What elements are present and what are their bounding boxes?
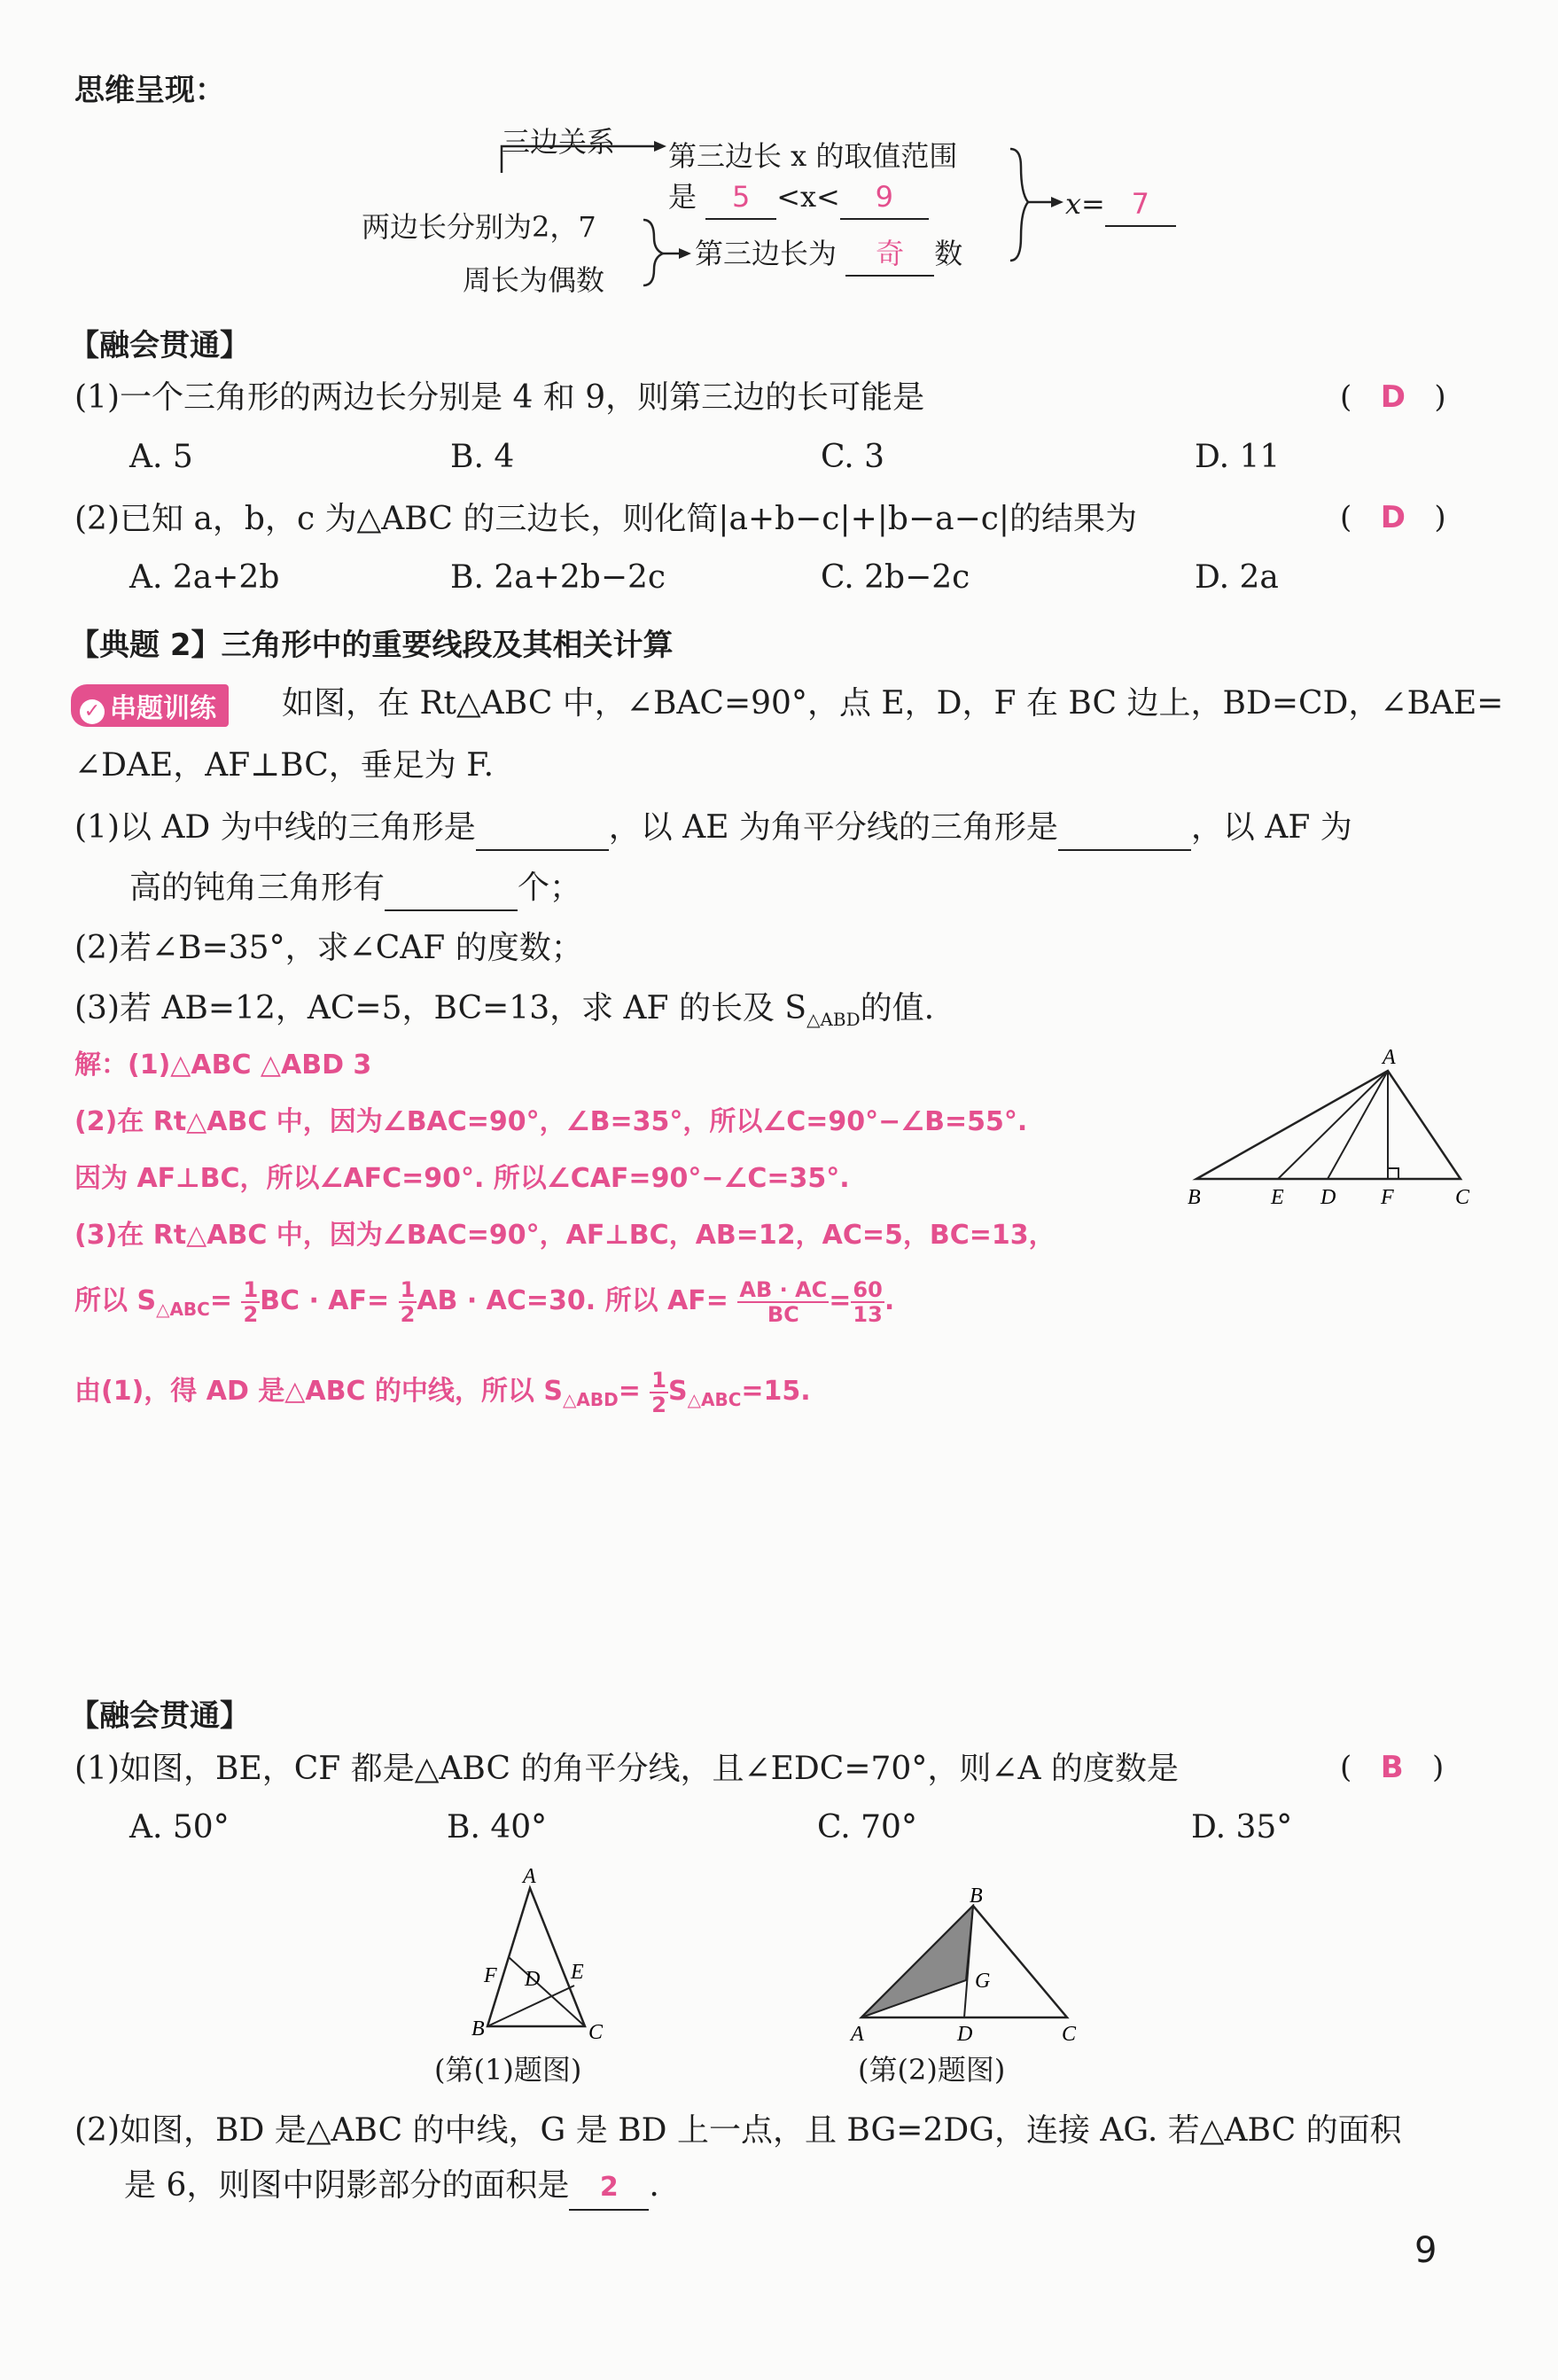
three-side-relation: 三边关系	[502, 125, 616, 159]
solution-line3: 因为 AF⊥BC，所以∠AFC=90°. 所以∠CAF=90°−∠C=35°.	[74, 1163, 850, 1194]
blank-obtuse-count	[385, 867, 518, 911]
practice1-q2-opt-a: A. 2a+2b	[129, 559, 280, 596]
sol5-sub: △ABC	[156, 1299, 210, 1320]
label-c: C	[1455, 1186, 1470, 1209]
label-d: D	[1320, 1186, 1336, 1209]
frac-half-3-den: 2	[651, 1392, 666, 1417]
fig2-label-d: D	[957, 2023, 973, 2046]
parity-blank	[845, 232, 934, 277]
example2-stem-line2: ∠DAE，AF⊥BC，垂足为 F.	[74, 747, 495, 784]
frac-ab-ac-bc-num: AB · AC	[739, 1276, 828, 1302]
sol5-c: BC · AF=	[260, 1285, 390, 1316]
fig2-caption: (第(2)题图)	[858, 2053, 1006, 2087]
practice2-figure1	[461, 1861, 638, 2048]
fig1-label-c: C	[588, 2021, 604, 2044]
practice2-figure2	[842, 1888, 1099, 2048]
frac-half-2	[399, 1278, 417, 1326]
example2-q1-b: ，以 AE 为角平分线的三角形是	[608, 809, 1058, 846]
solution-line2: (2)在 Rt△ABC 中，因为∠BAC=90°，∠B=35°，所以∠C=90°−∠B=55°.	[74, 1106, 1028, 1137]
parity-answer: 奇	[876, 237, 905, 270]
frac-60-13	[851, 1278, 884, 1326]
example2-q1-a: (1)以 AD 为中线的三角形是	[74, 809, 476, 846]
practice2-q1-answer: B	[1380, 1750, 1404, 1785]
blank-bisector	[1058, 807, 1191, 851]
fig1-label-f: F	[484, 1964, 497, 1987]
practice1-q1-answer: D	[1380, 379, 1406, 415]
example2-q1-line2	[129, 867, 581, 911]
sol5-e: =	[829, 1285, 852, 1316]
example2-q3-a: (3)若 AB=12，AC=5，BC=13，求 AF 的长及 S	[74, 990, 807, 1026]
range-line	[668, 176, 929, 220]
range-is: 是	[668, 180, 697, 214]
sol5-a: 所以 S	[74, 1285, 157, 1316]
example2-tag	[71, 684, 229, 727]
fig1-label-a: A	[523, 1865, 536, 1888]
example2-tag-label: 串题训练	[110, 693, 216, 724]
sol6-d: =15.	[741, 1376, 811, 1407]
range-low: 5	[732, 180, 751, 214]
sol5-end: .	[884, 1285, 895, 1316]
frac-half-1-num: 1	[243, 1276, 259, 1302]
label-f: F	[1381, 1186, 1394, 1209]
practice1-q2-paren: ( D )	[1340, 500, 1446, 535]
frac-half-2-num: 1	[400, 1276, 416, 1302]
fig1-caption: (第(1)题图)	[434, 2053, 582, 2087]
practice1-q2-opt-b: B. 2a+2b−2c	[450, 559, 666, 596]
check-icon: ✓	[80, 699, 105, 724]
practice2-q2-text: 是 6，则图中阴影部分的面积是	[124, 2167, 570, 2204]
frac-ab-ac-bc-den: BC	[767, 1301, 799, 1327]
solution-line5	[74, 1275, 894, 1336]
practice2-q2-answer: 2	[599, 2172, 619, 2203]
frac-half-2-den: 2	[400, 1301, 416, 1327]
frac-ab-ac-bc	[737, 1278, 829, 1326]
practice2-q2-blank	[569, 2165, 649, 2211]
range-label: 第三边长 x 的取值范围	[668, 139, 958, 173]
right-angle-mark	[1388, 1168, 1398, 1179]
practice1-q1-opt-c: C. 3	[821, 439, 885, 475]
example2-q3-b: 的值.	[860, 990, 935, 1026]
frac-half-1	[241, 1278, 260, 1326]
fig1-label-b: B	[471, 2017, 485, 2041]
practice1-q2-opt-d: D. 2a	[1195, 559, 1279, 596]
page-number: 9	[1414, 2230, 1437, 2271]
segment-ae	[1278, 1071, 1388, 1179]
example2-q2: (2)若∠B=35°，求∠CAF 的度数；	[74, 930, 583, 966]
blank-median	[476, 807, 609, 851]
sol6-b: =	[618, 1376, 641, 1407]
frac-half-1-den: 2	[243, 1301, 259, 1327]
label-e: E	[1271, 1186, 1284, 1209]
x-blank	[1105, 183, 1176, 227]
example2-figure	[1179, 1046, 1480, 1214]
practice1-q1-opt-a: A. 5	[129, 439, 193, 475]
practice2-q2-end: .	[649, 2167, 659, 2204]
sol6-c: S	[668, 1376, 688, 1407]
example2-q1-c: ，以 AF 为	[1190, 809, 1352, 846]
third-side-is: 第三边长为	[695, 237, 837, 270]
fig1-label-e: E	[571, 1961, 584, 1984]
fig2-label-a: A	[851, 2023, 864, 2046]
third-side-line	[695, 232, 962, 277]
sol6-sub1: △ABD	[562, 1389, 619, 1410]
x-equals: x=	[1065, 187, 1105, 221]
example2-q1-e: 个；	[518, 870, 582, 906]
solution-line6	[74, 1365, 811, 1426]
x-answer: 7	[1131, 187, 1150, 221]
example2-q1-d: 高的钝角三角形有	[129, 870, 386, 906]
sol6-sub2: △ABC	[687, 1389, 742, 1410]
range-low-blank	[705, 176, 776, 220]
fig2-label-c: C	[1062, 2023, 1077, 2046]
practice2-q1-opt-b: B. 40°	[447, 1809, 548, 1845]
example2-q3	[74, 987, 934, 1041]
triangle-abc	[1196, 1071, 1461, 1179]
sol5-b: =	[209, 1285, 232, 1316]
solution-line4: (3)在 Rt△ABC 中，因为∠BAC=90°，AF⊥BC，AB=12，AC=5，BC=13，	[74, 1220, 1056, 1251]
example2-heading: 【典题 2】三角形中的重要线段及其相关计算	[69, 628, 674, 663]
practice2-q1-paren: ( B )	[1340, 1750, 1445, 1785]
practice1-q1-paren: ( D )	[1340, 379, 1446, 415]
label-b: B	[1188, 1186, 1201, 1209]
sol6-a: 由(1)，得 AD 是△ABC 的中线，所以 S	[74, 1376, 563, 1407]
given-sides: 两边长分别为2，7	[362, 210, 596, 244]
thinking-heading: 思维呈现：	[74, 73, 225, 108]
practice1-q1-opt-b: B. 4	[450, 439, 515, 475]
practice2-q2-line2	[124, 2165, 659, 2211]
perimeter-even: 周长为偶数	[463, 263, 605, 297]
practice2-q1: (1)如图，BE，CF 都是△ABC 的角平分线，且∠EDC=70°，则∠A 的度数是	[74, 1751, 1179, 1787]
practice1-heading: 【融会贯通】	[69, 328, 250, 363]
practice2-q1-opt-d: D. 35°	[1191, 1809, 1293, 1845]
range-high: 9	[875, 180, 894, 214]
frac-half-3	[650, 1369, 668, 1416]
example2-q1-line1	[74, 807, 1352, 851]
sol5-d: AB · AC=30. 所以 AF=	[417, 1285, 728, 1316]
solution-line1: 解：(1)△ABC △ABD 3	[74, 1050, 372, 1081]
practice1-q1-opt-d: D. 11	[1195, 439, 1281, 475]
practice2-q1-opt-a: A. 50°	[129, 1809, 230, 1845]
practice2-q2-line1: (2)如图，BD 是△ABC 的中线，G 是 BD 上一点，且 BG=2DG，连接 AG. 若△ABC 的面积	[74, 2112, 1402, 2149]
practice1-q2-answer: D	[1380, 500, 1406, 535]
frac-60-13-den: 13	[853, 1301, 883, 1327]
practice1-q2-opt-c: C. 2b−2c	[821, 559, 970, 596]
fig1-triangle	[487, 1888, 585, 2026]
example2-stem-line1: 如图，在 Rt△ABC 中，∠BAC=90°，点 E，D，F 在 BC 边上，BD=CD，∠BAE=	[282, 685, 1504, 722]
practice2-q1-opt-c: C. 70°	[817, 1809, 917, 1845]
fig2-shaded-region	[861, 1906, 973, 2017]
fig2-label-g: G	[975, 1970, 991, 1993]
fig1-label-d: D	[525, 1968, 541, 1991]
parity-suffix: 数	[934, 237, 963, 270]
practice1-q1: (1)一个三角形的两边长分别是 4 和 9，则第三边的长可能是	[74, 379, 925, 416]
frac-half-3-num: 1	[651, 1367, 666, 1393]
label-a: A	[1383, 1046, 1396, 1069]
fig2-label-b: B	[970, 1888, 983, 1908]
range-high-blank	[840, 176, 929, 220]
example2-q3-sub: △ABD	[806, 1009, 861, 1031]
frac-60-13-num: 60	[853, 1276, 883, 1302]
practice2-heading: 【融会贯通】	[69, 1698, 250, 1734]
x-equals-line	[1065, 183, 1176, 227]
range-mid: <x<	[776, 180, 840, 214]
practice1-q2: (2)已知 a，b，c 为△ABC 的三边长，则化简|a+b−c|+|b−a−c|的结果为	[74, 501, 1138, 537]
